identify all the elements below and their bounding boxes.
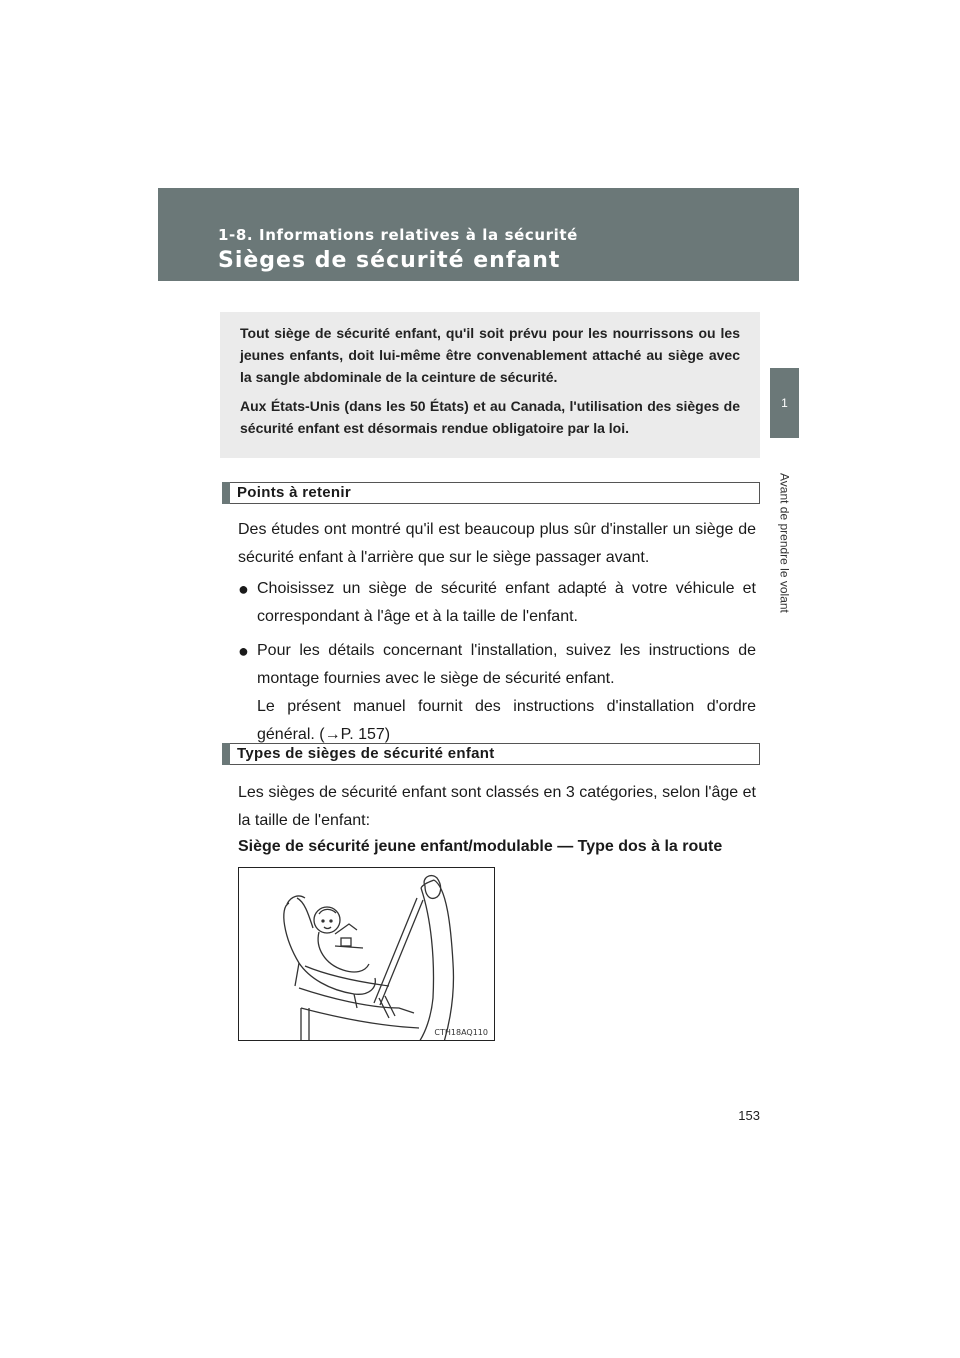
section-heading-types [222,743,760,765]
bullet-icon: ● [238,579,249,599]
section-heading-points [222,482,760,504]
chapter-side-label-text: Avant de prendre le volant [777,473,792,613]
types-paragraph: Les sièges de sécurité enfant sont classés en 3 catégories, selon l'âge et la taille de l'enfant: [238,784,756,829]
bullet-text-2-extra: Le présent manuel fournit des instructions d'installation d'ordre général. (→P. 157) [257,698,756,743]
section-heading-types-text: Types de sièges de sécurité enfant [237,745,495,762]
intro-box [220,312,760,458]
bullet-text-2: Pour les détails concernant l'installation, suivez les instructions de montage fournies avec le siège de sécurité enfant. [257,642,756,687]
points-paragraph: Des études ont montré qu'il est beaucoup plus sûr d'installer un siège de sécurité enfant à l'arrière que sur le siège passager avant. [238,521,756,566]
bullet-icon: ● [238,641,249,661]
section-heading-points-text: Points à retenir [237,484,351,501]
page-title: Sièges de sécurité enfant [218,248,561,273]
intro-paragraph-1: Tout siège de sécurité enfant, qu'il soit prévu pour les nourrissons ou les jeunes enfants, doit lui-même être convenablement attaché au siège avec la sangle abdominale de la ceinture de sécurité. [240,325,740,385]
bullet-item-1 [238,575,756,631]
rear-facing-seat-illustration [238,867,495,1041]
chapter-side-label [770,448,799,638]
seat-type-subheading: Siège de sécurité jeune enfant/modulable — Type dos à la route [238,838,723,855]
seat-illustration-drawing [239,868,495,1041]
chapter-header [158,188,799,281]
chapter-tab-number: 1 [781,396,788,410]
bullet-text-1: Choisissez un siège de sécurité enfant adapté à votre véhicule et correspondant à l'âge et à la taille de l'enfant. [257,580,756,625]
section-label: 1-8. Informations relatives à la sécurité [218,226,578,244]
chapter-tab[interactable] [770,368,799,438]
page-number: 153 [738,1108,760,1123]
intro-paragraph-2: Aux États-Unis (dans les 50 États) et au Canada, l'utilisation des sièges de sécurité enfant est désormais rendue obligatoire par la loi. [240,398,740,436]
bullet-item-2 [238,637,756,749]
figure-code: CTH18AQ110 [434,1028,488,1037]
